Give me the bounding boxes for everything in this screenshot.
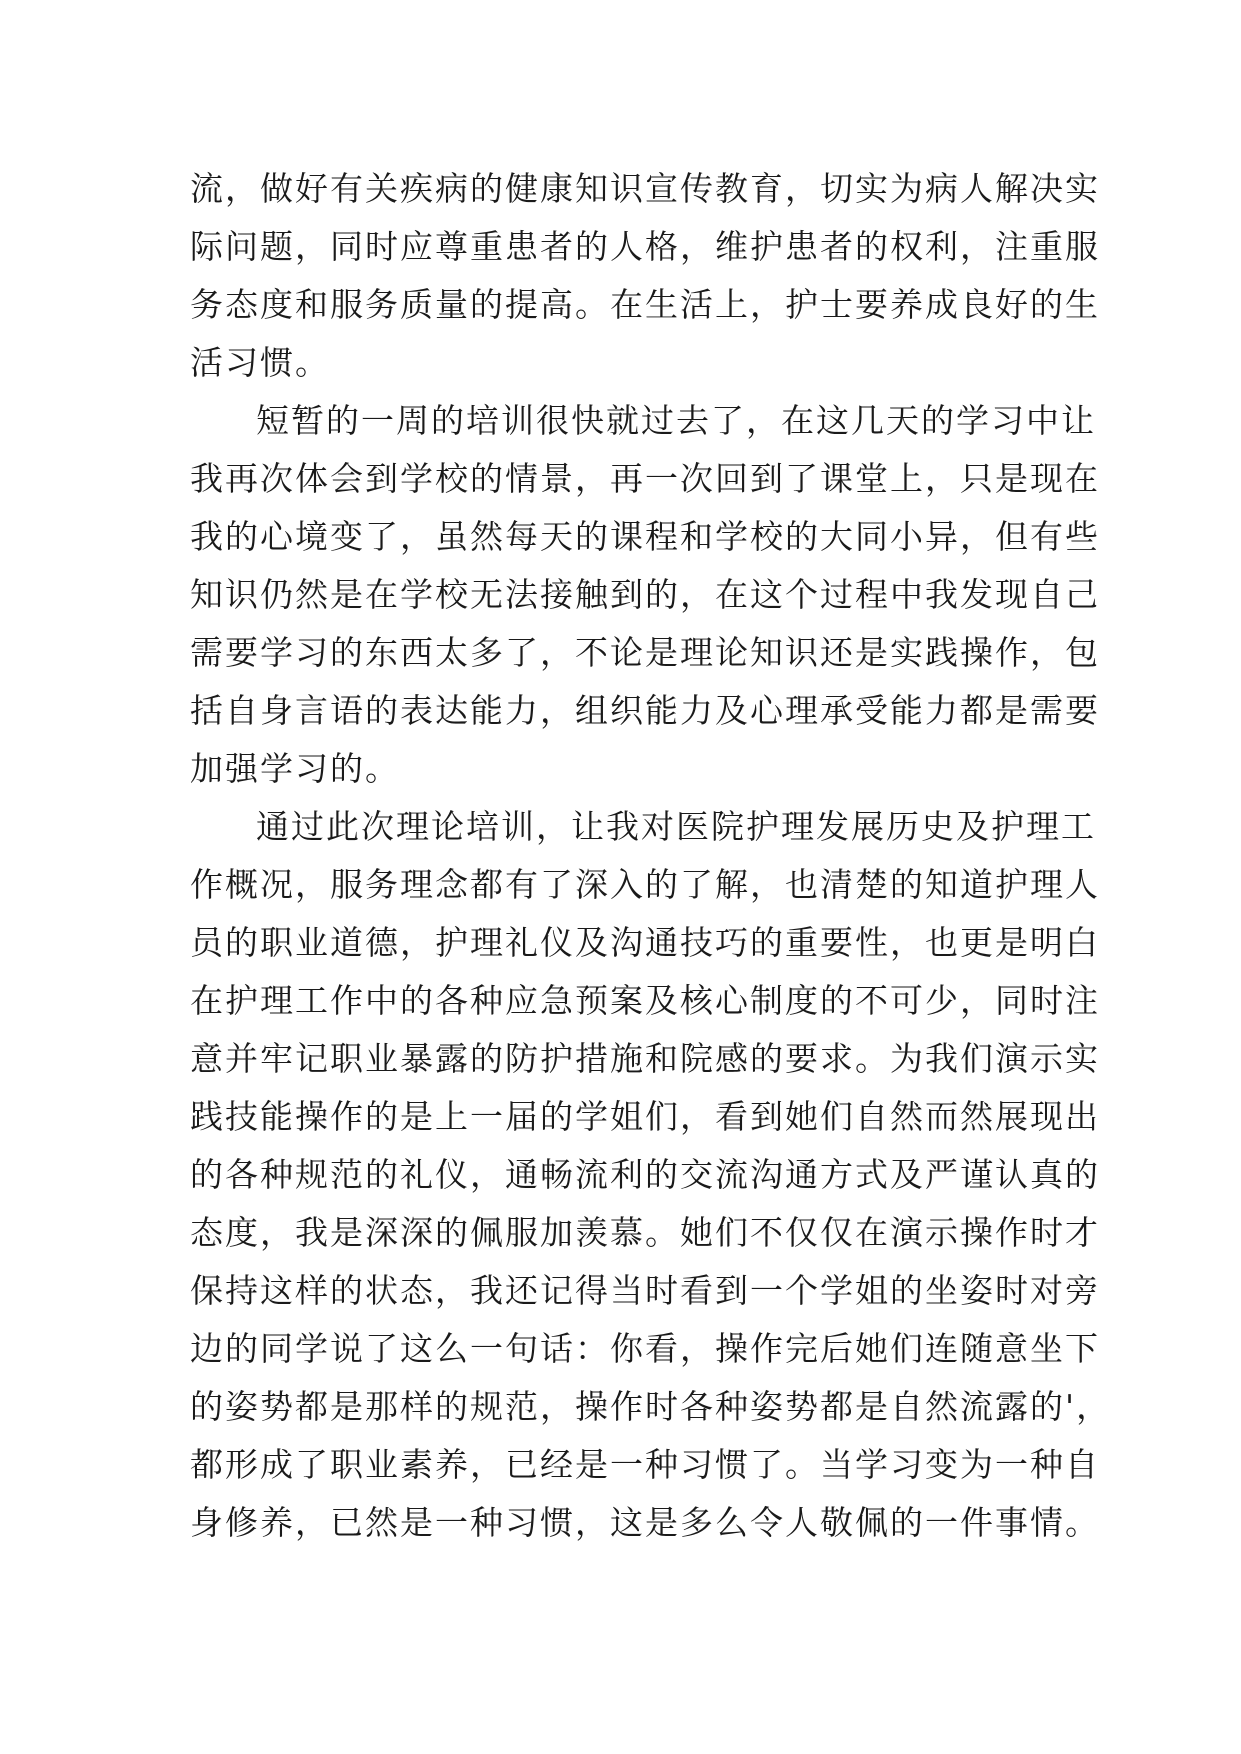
text-line: 括自身言语的表达能力，组织能力及心理承受能力都是需要 [190,691,1100,730]
text-line: 边的同学说了这么一句话：你看，操作完后她们连随意坐下 [190,1329,1100,1368]
text-line: 知识仍然是在学校无法接触到的，在这个过程中我发现自己 [190,575,1100,614]
document-body [190,160,1112,1552]
text-line: 态度，我是深深的佩服加羡慕。她们不仅仅在演示操作时才 [190,1213,1100,1252]
text-line: 需要学习的东西太多了，不论是理论知识还是实践操作，包 [190,633,1100,672]
text-line: 流，做好有关疾病的健康知识宣传教育，切实为病人解决实 [190,169,1100,208]
text-line: 在护理工作中的各种应急预案及核心制度的不可少，同时注 [190,981,1100,1020]
paragraph-2 [190,392,1100,798]
text-line: 的各种规范的礼仪，通畅流利的交流沟通方式及严谨认真的 [190,1155,1100,1194]
text-line: 员的职业道德，护理礼仪及沟通技巧的重要性，也更是明白 [190,923,1100,962]
text-line: 保持这样的状态，我还记得当时看到一个学姐的坐姿时对旁 [190,1271,1100,1310]
text-line: 都形成了职业素养，已经是一种习惯了。当学习变为一种自 [190,1445,1100,1484]
text-line: 我再次体会到学校的情景，再一次回到了课堂上，只是现在 [190,459,1100,498]
text-line: 践技能操作的是上一届的学姐们，看到她们自然而然展现出 [190,1097,1100,1136]
text-line: 的姿势都是那样的规范，操作时各种姿势都是自然流露的'， [190,1387,1112,1426]
text-line: 通过此次理论培训，让我对医院护理发展历史及护理工 [256,807,1096,846]
text-line: 活习惯。 [190,343,330,382]
text-line: 身修养，已然是一种习惯，这是多么令人敬佩的一件事情。 [190,1503,1100,1542]
text-line: 短暂的一周的培训很快就过去了，在这几天的学习中让 [256,401,1096,440]
text-line: 际问题，同时应尊重患者的人格，维护患者的权利，注重服 [190,227,1100,266]
text-line: 意并牢记职业暴露的防护措施和院感的要求。为我们演示实 [190,1039,1100,1078]
text-line: 我的心境变了，虽然每天的课程和学校的大同小异，但有些 [190,517,1100,556]
paragraph-3 [190,798,1112,1552]
paragraph-1 [190,160,1100,392]
text-line: 加强学习的。 [190,749,400,788]
text-line: 作概况，服务理念都有了深入的了解，也清楚的知道护理人 [190,865,1100,904]
text-line: 务态度和服务质量的提高。在生活上，护士要养成良好的生 [190,285,1100,324]
